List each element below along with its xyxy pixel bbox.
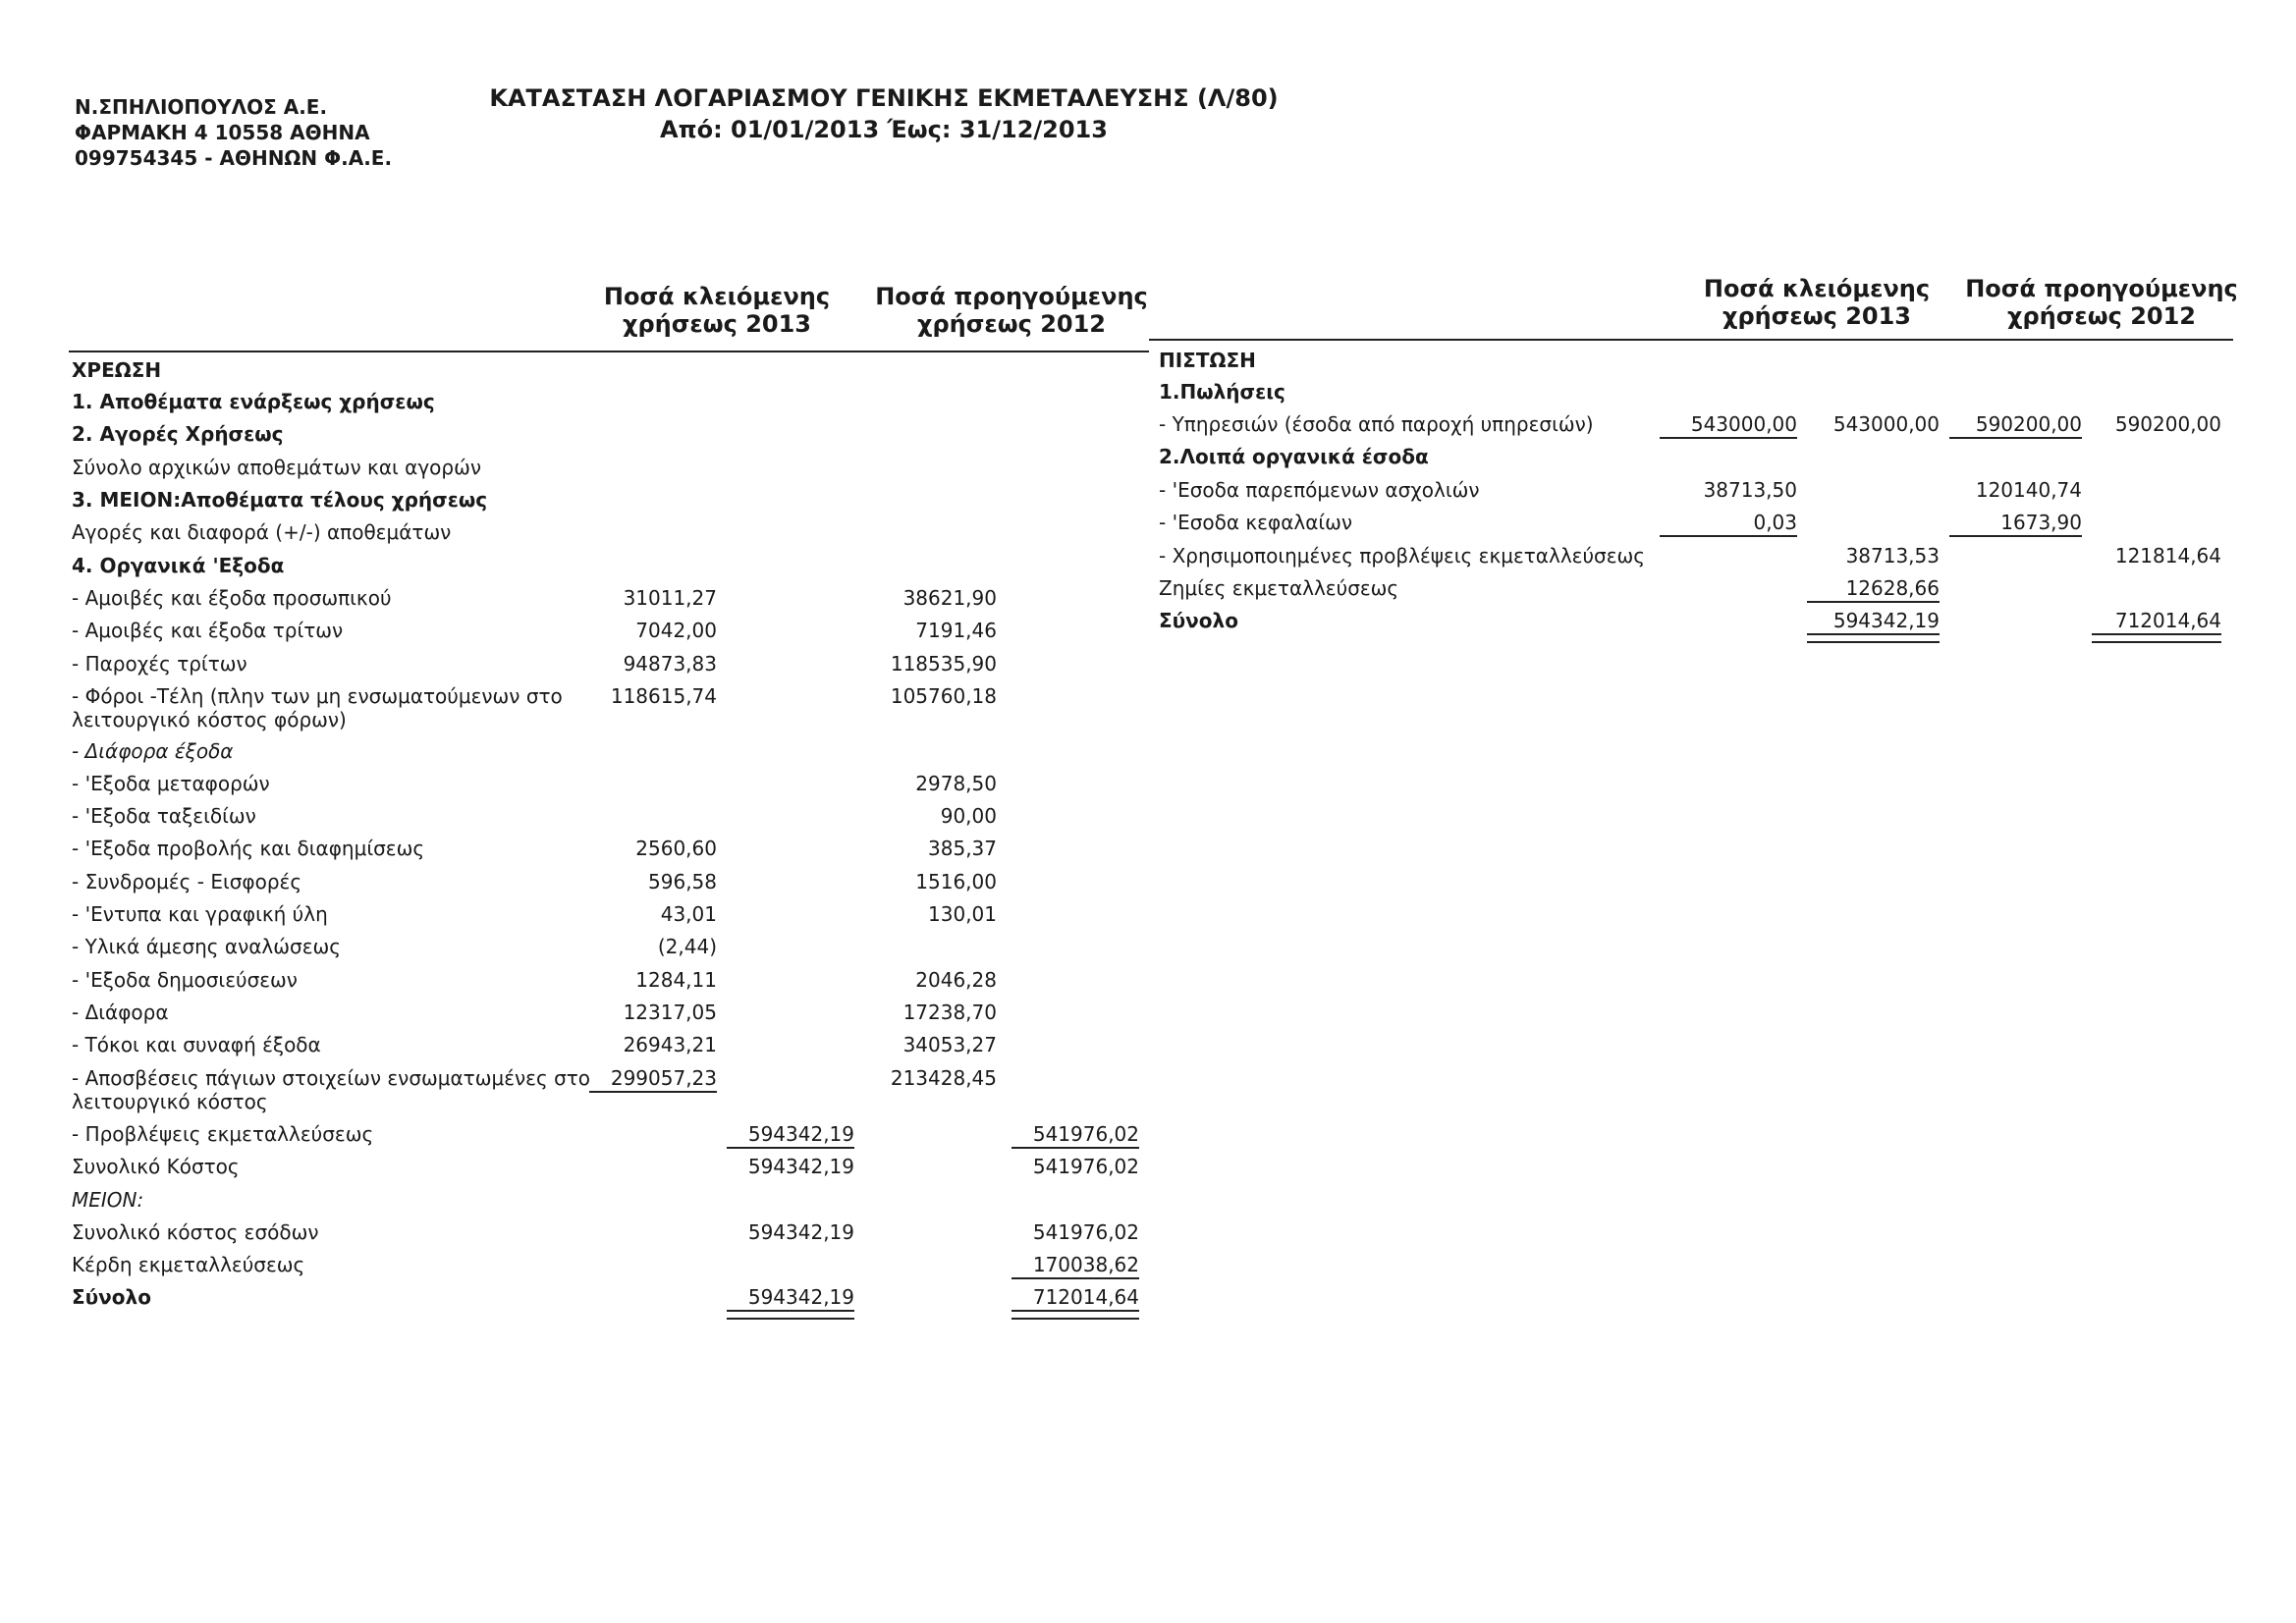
credit-row-label: - 'Εσοδα παρεπόμενων ασχολιών bbox=[1159, 478, 1480, 502]
debit-double-underline bbox=[1011, 1310, 1139, 1320]
credit-amount-c3: 1673,90 bbox=[2000, 511, 2082, 534]
credit-amount-c1: 0,03 bbox=[1753, 511, 1797, 534]
debit-row-label: - Υλικά άμεσης αναλώσεως bbox=[72, 935, 341, 958]
debit-amount-c1: 2560,60 bbox=[635, 837, 717, 860]
debit-amount-c2: 594342,19 bbox=[747, 1285, 854, 1309]
debit-underline bbox=[727, 1147, 854, 1149]
debit-row-label: 3. ΜΕΙΟΝ:Αποθέματα τέλους χρήσεως bbox=[72, 488, 488, 512]
debit-amount-c1: 118615,74 bbox=[610, 684, 717, 708]
debit-underline bbox=[1011, 1277, 1139, 1279]
debit-amount-c1: 299057,23 bbox=[610, 1066, 717, 1090]
debit-amount-c4: 541976,02 bbox=[1032, 1122, 1139, 1146]
header-line: χρήσεως 2012 bbox=[916, 310, 1107, 338]
debit-amount-c3: 118535,90 bbox=[890, 652, 997, 676]
debit-amount-c1: 94873,83 bbox=[623, 652, 717, 676]
debit-amount-c3: 1516,00 bbox=[915, 870, 997, 893]
debit-row-label: - Τόκοι και συναφή έξοδα bbox=[72, 1033, 321, 1056]
debit-amount-c2: 594342,19 bbox=[747, 1220, 854, 1244]
debit-amount-c2: 594342,19 bbox=[747, 1122, 854, 1146]
credit-underline bbox=[1949, 535, 2082, 537]
debit-row-label: Κέρδη εκμεταλλεύσεως bbox=[72, 1253, 305, 1276]
debit-row-label: - Παροχές τρίτων bbox=[72, 652, 247, 676]
debit-amount-c1: (2,44) bbox=[657, 935, 717, 958]
credit-row-label: Ζημίες εκμεταλλεύσεως bbox=[1159, 576, 1399, 600]
credit-underline bbox=[1660, 535, 1797, 537]
debit-row-label: Συνολικό Κόστος bbox=[72, 1155, 240, 1178]
debit-amount-c3: 17238,70 bbox=[902, 1001, 997, 1024]
debit-row-label: - Φόροι -Τέλη (πλην των μη ενσωματούμενων στο bbox=[72, 684, 563, 708]
credit-amount-c2: 12628,66 bbox=[1845, 576, 1940, 600]
debit-underline bbox=[589, 1091, 717, 1093]
debit-row-label: - 'Εξοδα μεταφορών bbox=[72, 772, 270, 795]
credit-row-label: 1.Πωλήσεις bbox=[1159, 380, 1285, 404]
credit-amount-c3: 120140,74 bbox=[1975, 478, 2082, 502]
statement-title: ΚΑΤΑΣΤΑΣΗ ΛΟΓΑΡΙΑΣΜΟΥ ΓΕΝΙΚΗΣ ΕΚΜΕΤΑΛΕΥΣΗΣ (Λ/80) bbox=[489, 84, 1279, 112]
debit-amount-c3: 105760,18 bbox=[890, 684, 997, 708]
debit-amount-c1: 43,01 bbox=[660, 902, 717, 926]
credit-amount-c4: 712014,64 bbox=[2114, 609, 2221, 632]
company-tax-info: 099754345 - ΑΘΗΝΩΝ Φ.Α.Ε. bbox=[75, 146, 393, 170]
debit-amount-c2: 594342,19 bbox=[747, 1155, 854, 1178]
credit-header-previous bbox=[1954, 275, 2249, 330]
header-rule-right bbox=[1149, 339, 2233, 341]
credit-row-label: - 'Εσοδα κεφαλαίων bbox=[1159, 511, 1353, 534]
header-line: χρήσεως 2012 bbox=[2006, 302, 2197, 330]
debit-amount-c4: 712014,64 bbox=[1032, 1285, 1139, 1309]
credit-amount-c2: 543000,00 bbox=[1832, 412, 1940, 436]
debit-row-label: Σύνολο αρχικών αποθεμάτων και αγορών bbox=[72, 456, 482, 479]
credit-row-label: Σύνολο bbox=[1159, 609, 1238, 632]
debit-amount-c4: 170038,62 bbox=[1032, 1253, 1139, 1276]
credit-amount-c4: 590200,00 bbox=[2114, 412, 2221, 436]
debit-row-label: - Αποσβέσεις πάγιων στοιχείων ενσωματωμένες στο bbox=[72, 1066, 591, 1090]
company-address: ΦΑΡΜΑΚΗ 4 10558 ΑΘΗΝΑ bbox=[75, 121, 370, 144]
debit-underline bbox=[1011, 1147, 1139, 1149]
debit-row-label: 2. Αγορές Χρήσεως bbox=[72, 422, 284, 446]
debit-heading: ΧΡΕΩΣΗ bbox=[72, 358, 162, 382]
debit-row-label: - Αμοιβές και έξοδα τρίτων bbox=[72, 619, 344, 642]
credit-header-current bbox=[1689, 275, 1944, 330]
header-line: Ποσά κλειόμενης bbox=[603, 283, 831, 310]
debit-amount-c1: 7042,00 bbox=[635, 619, 717, 642]
header-line: Ποσά προηγούμενης bbox=[1965, 275, 2238, 302]
debit-row-label: - Διάφορα bbox=[72, 1001, 169, 1024]
credit-amount-c2: 594342,19 bbox=[1832, 609, 1940, 632]
debit-row-label: - 'Εντυπα και γραφική ύλη bbox=[72, 902, 328, 926]
statement-period: Από: 01/01/2013 Έως: 31/12/2013 bbox=[660, 116, 1108, 143]
debit-amount-c3: 130,01 bbox=[928, 902, 997, 926]
debit-row-label: - 'Εξοδα προβολής και διαφημίσεως bbox=[72, 837, 425, 860]
debit-amount-c3: 38621,90 bbox=[902, 586, 997, 610]
debit-row-label: Συνολικό κόστος εσόδων bbox=[72, 1220, 319, 1244]
debit-row-label: - 'Εξοδα ταξειδίων bbox=[72, 804, 256, 828]
credit-double-underline bbox=[2092, 633, 2221, 643]
credit-underline bbox=[1949, 437, 2082, 439]
credit-row-label: 2.Λοιπά οργανικά έσοδα bbox=[1159, 445, 1429, 468]
debit-amount-c1: 596,58 bbox=[648, 870, 717, 893]
debit-amount-c3: 2978,50 bbox=[915, 772, 997, 795]
debit-row-label: - 'Εξοδα δημοσιεύσεων bbox=[72, 968, 298, 992]
credit-row-label: - Χρησιμοποιημένες προβλέψεις εκμεταλλεύσεως bbox=[1159, 544, 1646, 568]
credit-amount-c2: 38713,53 bbox=[1845, 544, 1940, 568]
debit-header-current bbox=[589, 283, 845, 338]
debit-amount-c1: 26943,21 bbox=[623, 1033, 717, 1056]
credit-amount-c4: 121814,64 bbox=[2114, 544, 2221, 568]
debit-amount-c1: 1284,11 bbox=[635, 968, 717, 992]
debit-amount-c3: 34053,27 bbox=[902, 1033, 997, 1056]
header-rule-left bbox=[69, 351, 1149, 352]
credit-heading: ΠΙΣΤΩΣΗ bbox=[1159, 349, 1256, 372]
debit-row-label-cont: λειτουργικό κόστος bbox=[72, 1090, 268, 1113]
debit-row-label: - Αμοιβές και έξοδα προσωπικού bbox=[72, 586, 392, 610]
debit-row-label: 1. Αποθέματα ενάρξεως χρήσεως bbox=[72, 390, 435, 413]
credit-double-underline bbox=[1807, 633, 1940, 643]
credit-amount-c1: 38713,50 bbox=[1703, 478, 1797, 502]
debit-row-label: Αγορές και διαφορά (+/-) αποθεμάτων bbox=[72, 520, 452, 544]
company-name: Ν.ΣΠΗΛΙΟΠΟΥΛΟΣ Α.Ε. bbox=[75, 95, 328, 119]
header-line: Ποσά προηγούμενης bbox=[875, 283, 1148, 310]
debit-row-label: - Προβλέψεις εκμεταλλεύσεως bbox=[72, 1122, 374, 1146]
debit-amount-c3: 385,37 bbox=[928, 837, 997, 860]
debit-amount-c3: 213428,45 bbox=[890, 1066, 997, 1090]
header-line: χρήσεως 2013 bbox=[622, 310, 812, 338]
debit-amount-c4: 541976,02 bbox=[1032, 1155, 1139, 1178]
debit-row-label-cont: λειτουργικό κόστος φόρων) bbox=[72, 708, 347, 731]
credit-amount-c1: 543000,00 bbox=[1690, 412, 1797, 436]
debit-row-label: - Διάφορα έξοδα bbox=[72, 739, 234, 763]
debit-amount-c3: 90,00 bbox=[940, 804, 997, 828]
debit-header-previous bbox=[864, 283, 1159, 338]
debit-amount-c4: 541976,02 bbox=[1032, 1220, 1139, 1244]
debit-amount-c3: 7191,46 bbox=[915, 619, 997, 642]
debit-row-label: ΜΕΙΟΝ: bbox=[72, 1188, 144, 1212]
debit-amount-c1: 31011,27 bbox=[623, 586, 717, 610]
debit-row-label: - Συνδρομές - Εισφορές bbox=[72, 870, 302, 893]
debit-amount-c1: 12317,05 bbox=[623, 1001, 717, 1024]
debit-double-underline bbox=[727, 1310, 854, 1320]
header-line: Ποσά κλειόμενης bbox=[1703, 275, 1931, 302]
debit-row-label: Σύνολο bbox=[72, 1285, 151, 1309]
header-line: χρήσεως 2013 bbox=[1722, 302, 1912, 330]
credit-amount-c3: 590200,00 bbox=[1975, 412, 2082, 436]
statement-title-block bbox=[0, 82, 1768, 145]
debit-amount-c3: 2046,28 bbox=[915, 968, 997, 992]
credit-underline bbox=[1660, 437, 1797, 439]
credit-underline bbox=[1807, 601, 1940, 603]
debit-row-label: 4. Οργανικά 'Εξοδα bbox=[72, 554, 285, 577]
credit-row-label: - Υπηρεσιών (έσοδα από παροχή υπηρεσιών) bbox=[1159, 412, 1594, 436]
